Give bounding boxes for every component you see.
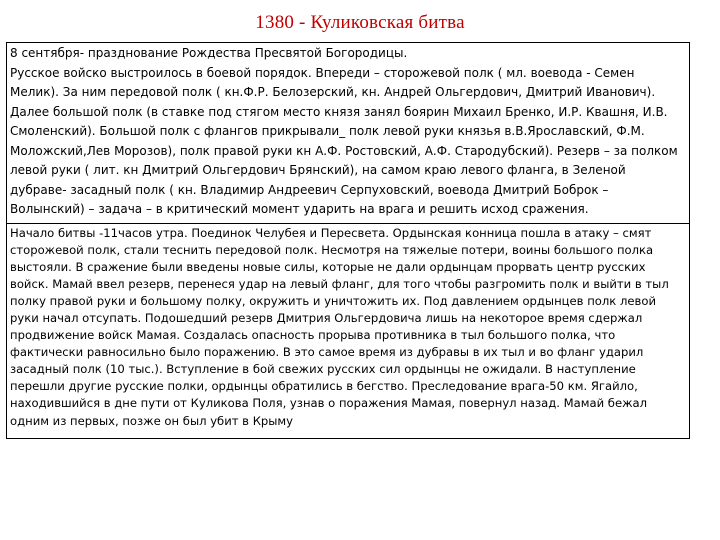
paragraph-date: 8 сентября- празднование Рождества Пресвятой Богородицы.	[10, 46, 408, 60]
paragraph-army-formation: Русское войско выстроилось в боевой порядок. Впереди – сторожевой полк ( мл. воевода - Семен Мелик). За ним передовой полк ( кн.Ф.Р. Белозерский, кн. Андрей Ольгердович, Дмитрий Иванович). Далее большой полк (в ставке под стягом место князя занял боярин Михаил Бренко, И.Р. Квашня, И.В. Смоленский). Большой полк с флангов прикрывали_ полк левой руки князья в.В.Ярославский, Ф.М. Моложский,Лев Морозов), полк правой руки кн А.Ф. Ростовский, А.Ф. Стародубский). Резерв – за полком левой руки ( лит. кн Дмитрий Ольгердович Брянский), на самом краю левого фланга, в Зеленой дубраве- засадный полк ( кн. Владимир Андреевич Серпуховский, воевода Дмитрий Боброк – Волынский) – задача – в критический момент ударить на врага и решить исход сражения.	[10, 65, 678, 216]
table-cell-battle-order	[7, 43, 689, 224]
paragraph-battle-course: Начало битвы -11часов утра. Поединок Челубея и Пересвета. Ордынская конница пошла в атаку – смят сторожевой полк, стали теснить передовой полк. Несмотря на тяжелые потери, воины большого полка выстояли. В сражение были введены новые силы, которые не дали ордынцам прорвать центр русских войск. Мамай ввел резерв, перенеся удар на левый фланг, для того чтобы разгромить полк и выйти в тыл полку правой руки и большому полку, окружить и уничтожить их. Под давлением ордынцев полк левой руки начал отсупать. Подошедший резерв Дмитрия Ольгердовича лишь на некоторое время сдержал продвижение войск Мамая. Создалась опасность прорыва противника в тыл большого полка, что фактически равносильно было поражению. В это самое время из дубравы в их тыл и во фланг ударил засадный полк (10 тыс.). Вступление в бой свежих русских сил ордынцы не ожидали. В наступление перешли другие русские полки, ордынцы обратились в бегство. Преследование врага-50 км. Ягайло, находившийся в дне пути от Куликова Поля, узнав о поражения Мамая, повернул назад. Мамай бежал одним из первых, позже он был убит в Крыму	[10, 225, 669, 428]
content-table	[6, 42, 690, 439]
page-title: 1380 - Куликовская битва	[255, 12, 465, 33]
table-cell-battle-course	[7, 224, 689, 438]
